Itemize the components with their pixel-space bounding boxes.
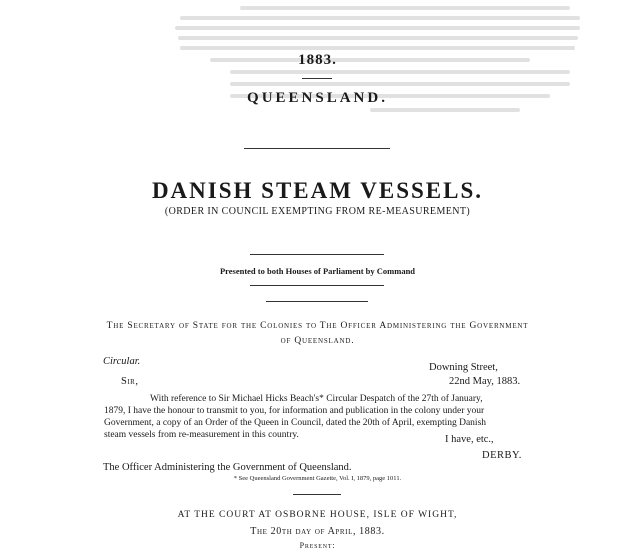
divider — [266, 301, 368, 302]
document-year: 1883. — [298, 52, 337, 68]
letter-body-line: Government, a copy of an Order of the Queen in Council, dated the 20th of April, exempting Danish — [104, 418, 487, 428]
letter-recipient: The Officer Administering the Government of Queensland. — [103, 462, 352, 473]
letter-body-line: steam vessels from re-measurement in this country. — [104, 430, 299, 440]
letter-body-line: With reference to Sir Michael Hicks Beach's* Circular Despatch of the 27th of January, — [150, 394, 483, 404]
letter-body-line: 1879, I have the honour to transmit to you, for information and publication in the colony under your — [104, 406, 485, 416]
letter-salutation: Sir, — [121, 376, 139, 387]
address-line-2: of Queensland. — [280, 336, 355, 346]
address-line-1: The Secretary of State for the Colonies to The Officer Administering the Government — [106, 321, 529, 331]
letter-signature: DERBY. — [482, 450, 522, 461]
document-title: DANISH STEAM VESSELS. — [151, 178, 484, 203]
circular-label: Circular. — [103, 356, 141, 367]
letter-place: Downing Street, — [429, 362, 498, 373]
footnote: * See Queensland Government Gazette, Vol. I, 1879, page 1011. — [233, 475, 402, 482]
divider — [250, 254, 384, 255]
divider — [302, 78, 332, 79]
presented-note: Presented to both Houses of Parliament by Command — [219, 266, 416, 276]
present-label: Present: — [299, 541, 336, 550]
document-subtitle: (ORDER IN COUNCIL EXEMPTING FROM RE-MEASUREMENT) — [164, 206, 471, 217]
letter-closing: I have, etc., — [445, 434, 494, 445]
divider — [293, 494, 341, 495]
court-heading: AT THE COURT AT OSBORNE HOUSE, ISLE OF WIGHT, — [177, 510, 458, 520]
divider — [250, 285, 384, 286]
letter-date: 22nd May, 1883. — [449, 376, 521, 387]
divider — [244, 148, 390, 149]
order-date: The 20th day of April, 1883. — [250, 526, 385, 537]
document-state: QUEENSLAND. — [247, 90, 388, 106]
